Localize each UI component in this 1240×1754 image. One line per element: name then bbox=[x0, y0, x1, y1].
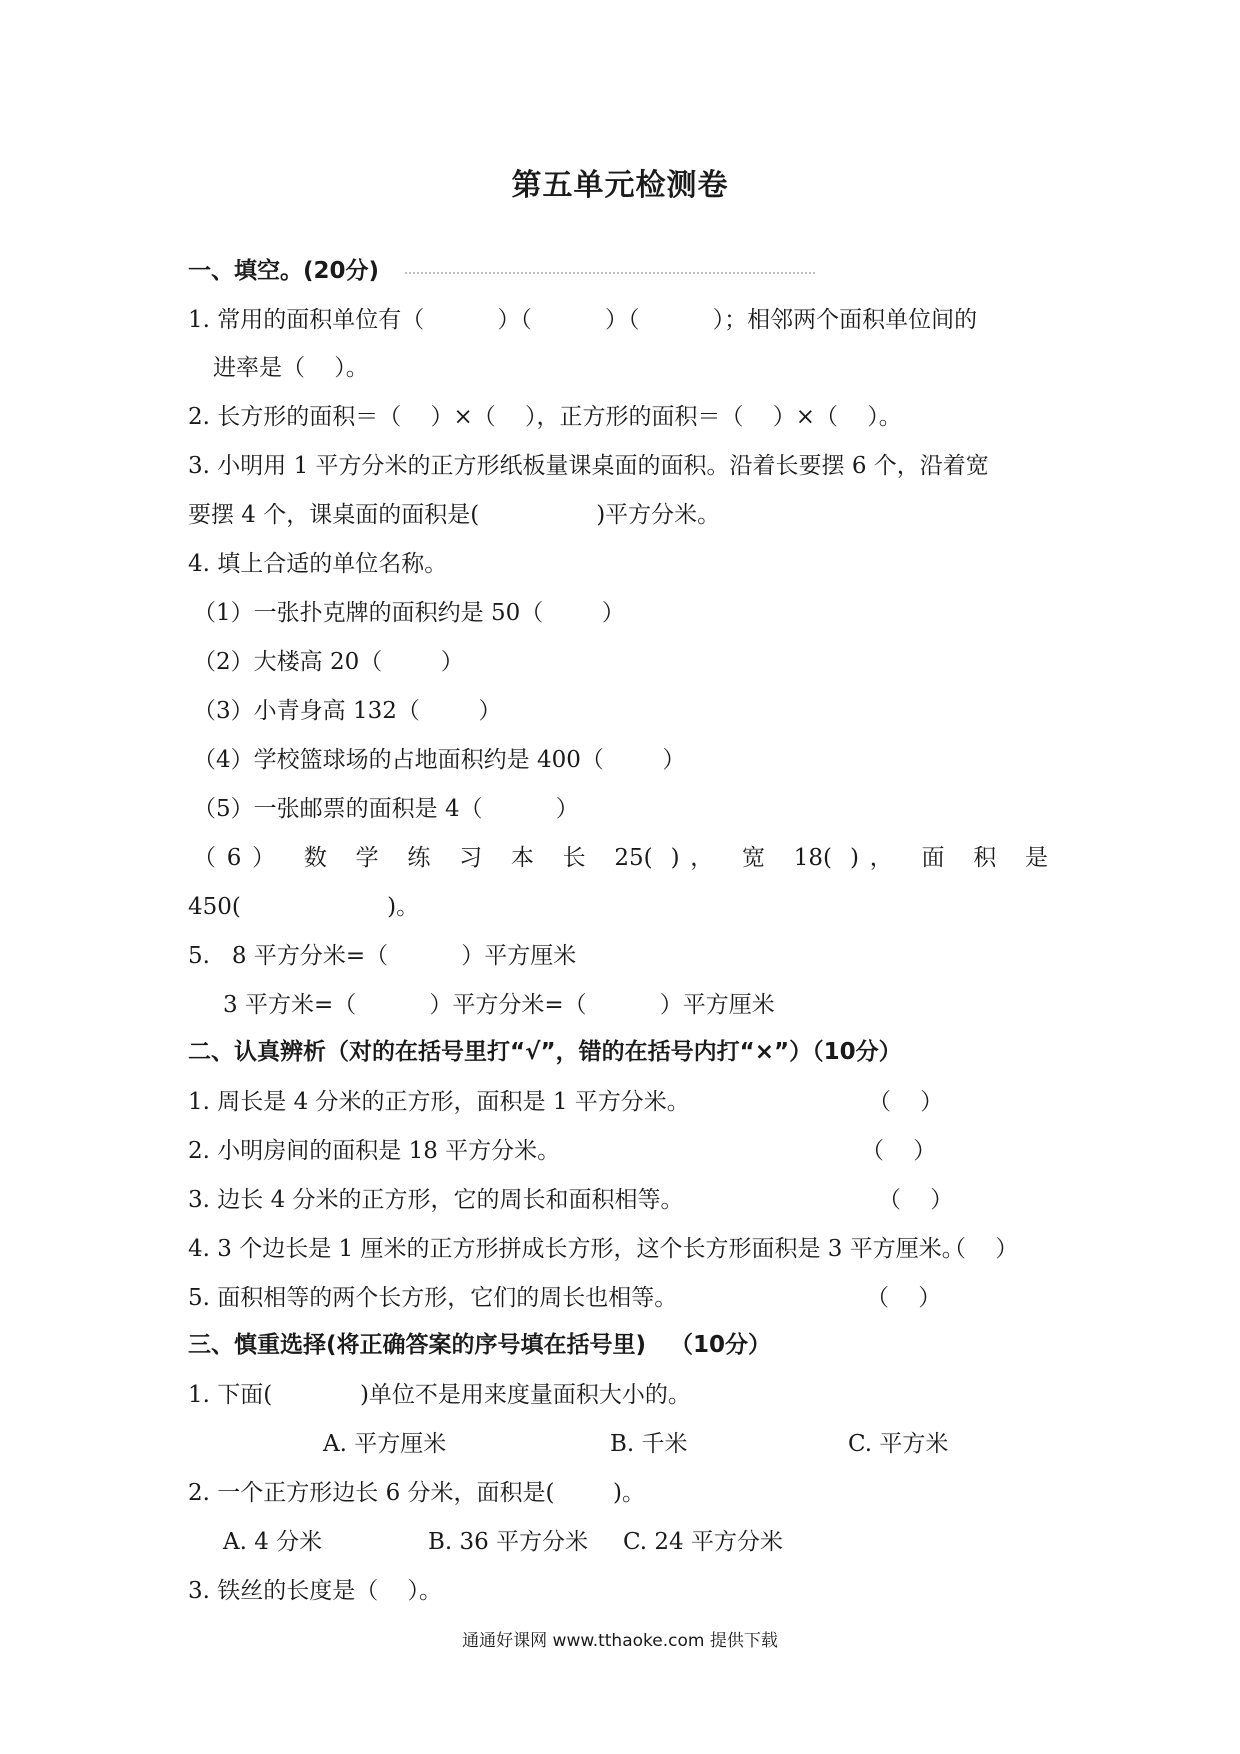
q1-5-line-1: 5. 8 平方分米=（ ）平方厘米 bbox=[188, 943, 577, 969]
q1-1-line-1: 1. 常用的面积单位有（ ）（ ）（ ）；相邻两个面积单位间的 bbox=[188, 307, 978, 333]
q1-4-item-2: （2）大楼高 20（ ） bbox=[193, 649, 464, 675]
q1-4-item-6-line-1: （6） 数 学 练 习 本 长 25( )， 宽 18( )， 面 积 是 bbox=[193, 845, 1048, 871]
q1-4-item-1: （1）一张扑克牌的面积约是 50（ ） bbox=[193, 600, 625, 626]
q3-2-option-a: A. 4 分米 bbox=[223, 1529, 323, 1555]
q3-2-option-b: B. 36 平方分米 bbox=[428, 1529, 589, 1555]
page-title: 第五单元检测卷 bbox=[511, 168, 729, 203]
q3-2: 2. 一个正方形边长 6 分米，面积是( )。 bbox=[188, 1480, 645, 1506]
q1-4-item-6-line-2: 450( )。 bbox=[188, 894, 420, 920]
q1-3-line-2: 要摆 4 个，课桌面的面积是( )平方分米。 bbox=[188, 502, 721, 528]
dotted-separator bbox=[405, 272, 815, 274]
q3-3: 3. 铁丝的长度是（ ）。 bbox=[188, 1578, 442, 1604]
q2-2-answer-bracket[interactable]: （ ） bbox=[861, 1138, 937, 1164]
q1-4-item-5: （5）一张邮票的面积是 4（ ） bbox=[193, 796, 579, 822]
q1-4: 4. 填上合适的单位名称。 bbox=[188, 551, 448, 577]
q2-3: 3. 边长 4 分米的正方形，它的周长和面积相等。 bbox=[188, 1187, 684, 1213]
q1-5-line-2: 3 平方米=（ ）平方分米=（ ）平方厘米 bbox=[223, 992, 775, 1018]
q2-1-answer-bracket[interactable]: （ ） bbox=[868, 1089, 944, 1115]
q2-1: 1. 周长是 4 分米的正方形，面积是 1 平方分米。 bbox=[188, 1089, 690, 1115]
section-1-heading: 一、填空。(20分) bbox=[188, 258, 380, 284]
q3-1-option-a: A. 平方厘米 bbox=[323, 1431, 447, 1457]
q3-1-option-c: C. 平方米 bbox=[848, 1431, 949, 1457]
q3-2-option-c: C. 24 平方分米 bbox=[623, 1529, 783, 1555]
q1-1-line-2: 进率是（ ）。 bbox=[213, 355, 369, 381]
q1-4-item-3: （3）小青身高 132（ ） bbox=[193, 698, 502, 724]
footer-credit: 通通好课网 www.tthaoke.com 提供下载 bbox=[462, 1631, 778, 1651]
q2-5: 5. 面积相等的两个长方形，它们的周长也相等。 bbox=[188, 1285, 678, 1311]
q2-4-answer-bracket[interactable]: （ ） bbox=[943, 1236, 1019, 1262]
q3-1: 1. 下面( )单位不是用来度量面积大小的。 bbox=[188, 1382, 691, 1408]
q1-3-line-1: 3. 小明用 1 平方分米的正方形纸板量课桌面的面积。沿着长要摆 6 个，沿着宽 bbox=[188, 453, 989, 479]
q1-4-item-4: （4）学校篮球场的占地面积约是 400（ ） bbox=[193, 747, 686, 773]
q2-2: 2. 小明房间的面积是 18 平方分米。 bbox=[188, 1138, 561, 1164]
q3-1-option-b: B. 千米 bbox=[610, 1431, 688, 1457]
section-3-heading: 三、慎重选择(将正确答案的序号填在括号里) （10分） bbox=[188, 1332, 772, 1358]
section-2-heading: 二、认真辨析（对的在括号里打“√”，错的在括号内打“×”）（10分） bbox=[188, 1039, 902, 1065]
q2-5-answer-bracket[interactable]: （ ） bbox=[866, 1285, 942, 1311]
q2-4: 4. 3 个边长是 1 厘米的正方形拼成长方形，这个长方形面积是 3 平方厘米。 bbox=[188, 1236, 965, 1262]
q1-2: 2. 长方形的面积＝（ ）×（ ），正方形的面积＝（ ）×（ ）。 bbox=[188, 404, 902, 430]
q2-3-answer-bracket[interactable]: （ ） bbox=[878, 1187, 954, 1213]
